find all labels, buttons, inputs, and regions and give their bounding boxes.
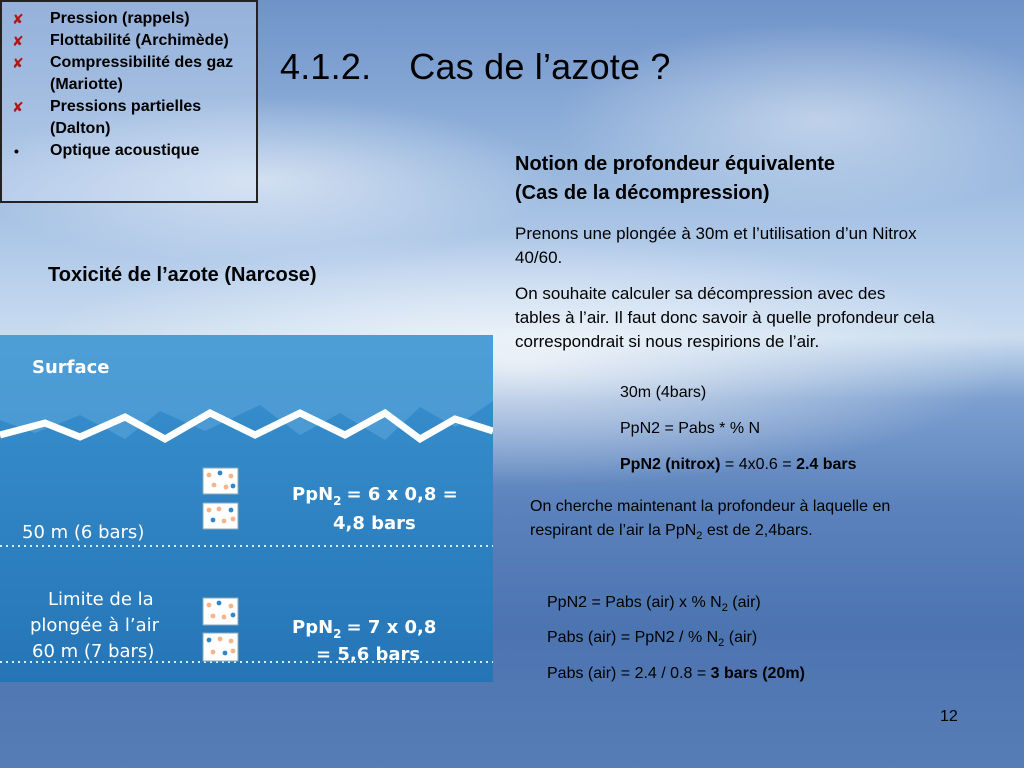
calc-nitrox [620, 456, 857, 474]
topic-label: Compressibilité des gaz (Mariotte) [50, 54, 234, 93]
f3-result: 3 bars (20m) [710, 665, 805, 682]
calc-formula: PpN2 = Pabs * % N [620, 420, 761, 437]
formula-pabs-air [547, 629, 758, 650]
formula-ppn2-air [547, 594, 761, 615]
ppn2-label: PpN [292, 617, 334, 638]
heading-line2: (Cas de la décompression) [515, 182, 770, 204]
cross-icon: ✘ [12, 55, 24, 71]
calc-nitrox-expression: = 4x0.6 = [720, 456, 797, 473]
narcose-diagram [0, 335, 493, 682]
cross-icon: ✘ [12, 11, 24, 27]
ppn2-50-line2: 4,8 bars [333, 513, 416, 534]
calc-nitrox-result: 2.4 bars [796, 456, 857, 473]
topic-item [12, 30, 250, 52]
topic-item [12, 8, 250, 30]
topic-label: Optique acoustique [50, 142, 200, 159]
formula-result [547, 665, 805, 683]
gas-box [203, 503, 238, 529]
topic-label: Pression (rappels) [50, 10, 190, 27]
f1-text-a: PpN2 = Pabs (air) x % N [547, 594, 722, 611]
p3-text-b: est de 2,4bars. [702, 522, 813, 539]
f2-text-a: Pabs (air) = PpN2 / % N [547, 629, 719, 646]
bullet-icon: • [14, 143, 19, 159]
topic-item [12, 96, 250, 140]
calc-depth: 30m (4bars) [620, 384, 707, 401]
page-number: 12 [940, 708, 958, 725]
cross-icon: ✘ [12, 33, 24, 49]
ppn2-60-line2: = 5,6 bars [316, 644, 421, 665]
ppn2-label: PpN [292, 484, 334, 505]
paragraph-search [530, 495, 900, 543]
topic-label: Flottabilité (Archimède) [50, 32, 229, 49]
topics-box [0, 0, 258, 203]
ppn2-50-line1 [292, 484, 458, 508]
narcose-heading: Toxicité de l’azote (Narcose) [48, 264, 317, 286]
topic-item [12, 52, 250, 96]
calc-nitrox-label: PpN2 (nitrox) [620, 456, 721, 473]
p3-text-a: On cherche maintenant la profondeur à laquelle en respirant de l’air la PpN [530, 498, 891, 539]
surface-label: Surface [32, 357, 110, 378]
section-number: 4.1.2. [280, 46, 372, 87]
ppn2-sub: 2 [333, 494, 342, 508]
depth-50-label: 50 m (6 bars) [22, 522, 145, 543]
f2-subscript: 2 [718, 637, 725, 650]
limit-label-line1: Limite de la [48, 589, 154, 610]
equivalent-depth-heading [515, 150, 975, 208]
paragraph-dive-setup: Prenons une plongée à 30m et l’utilisation d’un Nitrox 40/60. [515, 224, 917, 267]
topic-item [12, 140, 250, 162]
limit-label-line2: plongée à l’air [30, 615, 160, 636]
diagram-svg [0, 335, 493, 682]
cross-icon: ✘ [12, 99, 24, 115]
limit-label-line3: 60 m (7 bars) [32, 641, 155, 662]
f3-text-a: Pabs (air) = 2.4 / 0.8 = [547, 665, 711, 682]
ppn2-50-expression: = 6 x 0,8 = [346, 484, 458, 505]
p3-subscript: 2 [696, 530, 703, 543]
ppn2-sub: 2 [333, 627, 342, 641]
f1-text-b: (air) [727, 594, 761, 611]
slide-title [280, 46, 671, 88]
topic-label: Pressions partielles (Dalton) [50, 98, 202, 137]
section-title: Cas de l’azote ? [409, 46, 671, 87]
f2-text-b: (air) [724, 629, 758, 646]
f1-subscript: 2 [721, 602, 728, 615]
ppn2-60-expression: = 7 x 0,8 [346, 617, 437, 638]
topics-list [2, 2, 256, 162]
ppn2-60-line1 [292, 617, 436, 641]
paragraph-goal: On souhaite calculer sa décompression avec des tables à l’air. Il faut donc savoir à quelle profondeur cela correspondrait si nous respirions de l’air. [515, 284, 935, 351]
heading-line1: Notion de profondeur équivalente [515, 153, 836, 175]
